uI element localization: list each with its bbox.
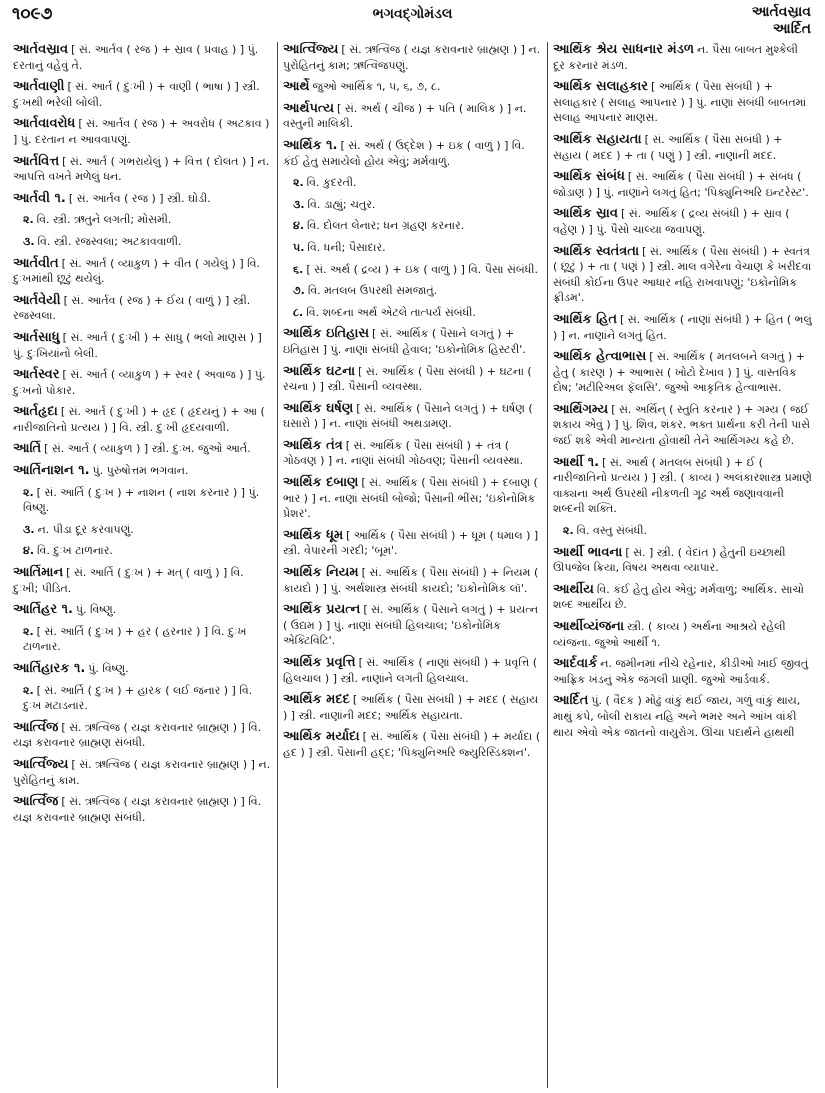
headword: આર્થિક મર્યાદા (283, 729, 360, 745)
dictionary-subsense (13, 683, 272, 714)
headword: આર્તવસ્રાવ (13, 42, 69, 57)
definition: વિ. ધની; પૈસાદાર. (307, 240, 386, 254)
definition: વિ. દોલત લેનાર; ધન ગ્રહણ કરનાર. (307, 219, 465, 233)
headword: આર્થીય (553, 581, 594, 597)
headword: આર્થિક પ્રવૃત્તિ (283, 655, 356, 670)
definition: [ સં. ઋત્વિજ ( યજ્ઞ કરાવનાર બ્રાહ્મણ ) ] વિ. યજ્ઞ કરાવનાર બ્રાહ્મણ સંબંધી. (13, 720, 262, 750)
dictionary-entry (13, 661, 272, 677)
definition: [ સં. આર્થિક ( પૈસા સંબંધી ) + સહાય ( મદદ ) + તા ( પણું ) ] સ્ત્રી. નાણાંની મદદ. (553, 132, 783, 162)
headword: આર્થિક દબાણ (283, 475, 359, 491)
dictionary-entry (553, 582, 812, 613)
dictionary-entry (553, 132, 812, 163)
definition: [ સં. આર્તિ ( દુઃખ ) + હર ( હરનાર ) ] વિ. દુઃખ ટાળનાર. (23, 624, 247, 654)
definition: [ સં. આર્થિક ( પૈસા સંબંધી ) + સંબંધ ( જોડાણ ) ] પું. નાણાંને લગતું હિત; 'પિક્યુનિઅરિ ઇન્ટરેસ્ટ'. (553, 170, 809, 199)
dictionary-entry (13, 463, 272, 479)
definition: [ સં. આર્થિક ( પૈસા સંબંધી ) + દબાણ ( ભાર ) ] ન. નાણાં સંબંધી બોજો; પૈસાની ભીંસ; 'ઇકોનોમિક પ્રેશર'. (283, 476, 538, 521)
headword: ૨. (23, 213, 34, 227)
dictionary-entry (13, 794, 272, 825)
headword: આર્તિહારક ૧. (13, 661, 86, 676)
dictionary-entry (13, 330, 272, 361)
dictionary-entry (13, 757, 272, 788)
headword: આર્થપત્ય (283, 100, 335, 116)
dictionary-subsense (13, 522, 272, 538)
headword: ૨. (23, 485, 34, 499)
headword: ૭. (293, 284, 305, 298)
dictionary-entry (283, 475, 542, 522)
headword: આર્તવાણી (13, 79, 65, 95)
definition: વિ. કુદરતી. (306, 176, 357, 190)
definition: વિ. ડાહ્યું; ચતુર. (307, 197, 376, 211)
dictionary-entry (553, 619, 812, 650)
dictionary-entry (553, 79, 812, 126)
definition: [ સં. આર્થિક ( નાણાં સંબંધી ) + પ્રવૃત્તિ ( હિલચાલ ) ] સ્ત્રી. નાણાંને લગતી હિલચાલ. (283, 656, 538, 685)
dictionary-entry (13, 602, 272, 618)
definition: પું. વિષ્ણુ. (88, 662, 129, 675)
definition: વિ. કંઈ હેતુ હોય એવું; મર્મવાળું; આર્થિક. સાચો શબ્દ આર્થીય છે. (553, 582, 805, 612)
headword: ૩. (293, 197, 305, 211)
headword: આર્થિગમ્ય (553, 401, 609, 417)
definition: [ સં. આર્ત ( વ્યાકુળ ) + વીત ( ગયેલું ) ] વિ. દુઃખમાંથી છૂટું થયેલું. (13, 256, 260, 286)
headword: આર્થિક ઘટના (283, 363, 356, 379)
headword: આર્તવેયી (13, 292, 61, 308)
headword: આર્થિક ધૂમ (283, 527, 344, 543)
guide-word-first: આર્તવસ્રાવ (751, 4, 811, 20)
definition: [ સં. આર્તવ ( રજ ) + ઈય ( વાળું ) ] સ્ત્રી. રજસ્વલા. (13, 293, 251, 323)
dictionary-subsense (283, 218, 542, 234)
dictionary-entry (13, 367, 272, 398)
definition: [ સં. અર્થ ( ઉદ્દેશ ) + ઇક ( વાળું ) ] વિ. કંઈ હેતુ સમાયેલો હોય એવું; મર્મવાળું. (283, 138, 525, 168)
definition: વિ. સ્ત્રી. ઋતુને લગતી; મોસમી. (36, 213, 172, 227)
headword: આર્થીવ્યંજના (553, 619, 625, 634)
definition: [ સં. અર્થિન્ ( સ્તુતિ કરનાર ) + ગમ્ય ( જઈ શકાય એવું ) ] પું. શિવ, શંકર. ભક્ત પ્રાર્થના કરી તેની પાસે જઈ શકે એવી માન્યતા હોવાથી તેને આર્થિગમ્ય કહે છે. (553, 402, 810, 448)
headword: આર્દિત (553, 693, 589, 709)
dictionary-subsense (283, 305, 542, 321)
definition: [ સં. આર્થિક ( નાણાં સંબંધી ) + હિત ( ભલું ) ] ન. નાણાંને લગતું હિત. (553, 312, 812, 342)
dictionary-entry (13, 191, 272, 207)
dictionary-entry (283, 401, 542, 432)
dictionary-entry (13, 256, 272, 287)
dictionary-entry (553, 545, 812, 576)
headword: આર્થિક સહાયતા (553, 131, 642, 147)
dictionary-entry (283, 138, 542, 169)
dictionary-entry (283, 729, 542, 760)
definition: પું. પુરુષોત્તમ ભગવાન. (92, 464, 189, 478)
headword: ૪. (23, 544, 34, 558)
headword: આર્થિક હિત (553, 311, 617, 327)
dictionary-entry (553, 402, 812, 449)
dictionary-entry (283, 364, 542, 395)
dictionary-entry (13, 565, 272, 596)
dictionary-entry (13, 154, 272, 185)
definition: [ સં. આર્થિક ( દ્રવ્ય સંબંધી ) + સ્રાવ ( વહેણ ) ] પું. પૈસો ચાલ્યા જવાપણું. (553, 207, 790, 236)
dictionary-entry (13, 79, 272, 110)
definition: [ સં. આર્થિક ( પૈસા સંબંધી ) + સ્વતંત્ર ( છૂટું ) + તા ( પણં ) ] સ્ત્રી. માલ વગેરેના વેચાણ કે ખરીદવા સંબંધી કોઈના ઉપર આધાર નહિ રાખવાપણું; 'ઇકોનોમિક ફ્રીડમ'. (553, 244, 812, 305)
definition: [ સં. આર્ત ( દુઃખી ) + વાણી ( ભાષા ) ] સ્ત્રી. દુઃખથી ભરેલી બોલી. (13, 80, 260, 109)
definition: [ આર્થિક ( પૈસા સંબંધી ) + મદદ ( સહાય ) ] સ્ત્રી. નાણાંની મદદ; આર્થિક સહાયતા. (283, 693, 539, 722)
headword: આર્તવીત (13, 255, 59, 271)
dictionary-subsense (13, 543, 272, 559)
dictionary-entry (553, 693, 812, 740)
definition: ન. પીડા દૂર કરવાપણું. (37, 522, 134, 536)
headword: આર્થિક મદદ (283, 692, 350, 708)
dictionary-entry (283, 326, 542, 357)
dictionary-subsense (283, 283, 542, 299)
headword: ૩. (23, 234, 35, 248)
headword: આર્તિહર ૧. (13, 602, 73, 618)
headword: આર્થિક શ્રેય સાધનાર મંડળ (553, 42, 695, 57)
dictionary-entry (283, 42, 542, 73)
dictionary-subsense (13, 212, 272, 228)
dictionary-entry (553, 312, 812, 343)
definition: વિ. શબ્દના અર્થ એટલે તાત્પર્ય સંબંધી. (306, 305, 476, 319)
dictionary-entry (283, 692, 542, 723)
dictionary-entry (553, 42, 812, 73)
definition: વિ. સ્ત્રી. રજસ્વલા; અટકાવવાળી. (37, 234, 182, 248)
headword: આર્થિક તંત્ર (283, 437, 343, 453)
dictionary-subsense (283, 197, 542, 213)
headword: ૪. (293, 219, 304, 233)
definition: [ આર્થિક ( પૈસા સંબંધી ) + ધૂમ ( ધમાલ ) ] સ્ત્રી. વેપારની ગરદી; 'બૂમ'. (283, 528, 539, 558)
headword: આર્થિક સલાહકાર (553, 79, 649, 95)
definition: [ સં. આર્થિક ( પૈસાને લગતું ) + ઘર્ષણ ( ઘસારો ) ] ન. નાણાં સંબંધી અથડામણ. (283, 401, 533, 431)
headword: આર્થી ૧. (553, 454, 600, 470)
definition: [ આર્થિક ( પૈસા સંબંધી ) + સલાહકાર ( સલાહ આપનાર ) ] પું. નાણાં સંબંધી બાબતમાં સલાહ આપનાર માણસ. (553, 80, 807, 125)
guide-word-last: આર્દિત (772, 21, 811, 37)
headword: આર્ત્વિજ (13, 719, 59, 735)
definition: ન. જમીનમાં નીચે રહેનાર, કીડીઓ ખાઈ જીવતું આફ્રિક ખંડનું એક જંગલી પ્રાણી. જુઓ આર્ડવાર્ક. (553, 657, 809, 686)
dictionary-entry (283, 101, 542, 132)
page-title: ભગવદ્ગોમંડલ (372, 6, 453, 22)
definition: વિ. વસ્તુ સંબંધી. (576, 524, 648, 538)
dictionary-entry (13, 404, 272, 435)
definition: વિ. મતલબ ઉપરથી સમજાતું. (307, 284, 438, 298)
definition: [ સં. આર્થિક ( પૈસા સંબંધી ) + ઘટના ( રચના ) ] સ્ત્રી. પૈસાની વ્યવસ્થા. (283, 364, 532, 394)
definition: [ સં. આર્ત ( દુઃખી ) + હૃદ ( હૃદયનું ) + આ ( નારીજાતિનો પ્રત્યય ) ] વિ. સ્ત્રી. દુઃખી હૃદયવાળી. (13, 405, 265, 434)
definition: [ સં. આર્થિક ( પૈસા સંબંધી ) + મર્યાદા ( હદ ) ] સ્ત્રી. પૈસાની હદ્દ; 'પિક્યુનિઅરિ જ્યુરિસ્ડિક્શન'. (283, 730, 541, 759)
headword: આર્થિક હેત્વાભાસ (553, 349, 647, 365)
dictionary-subsense (553, 523, 812, 539)
headword: આર્તિનાશન ૧. (13, 463, 90, 479)
headword: ૨. (23, 683, 34, 697)
definition: [ સં. આર્તિ ( દુઃખ ) + નાશન ( નાશ કરનાર ) ] પું. વિષ્ણુ. (23, 485, 260, 515)
definition: [ સં. આર્તવ ( રજ ) + અવરોધ ( અટકાવ ) ] પું. દરતાન ન આવવાપણું. (13, 117, 270, 146)
headword: આર્તવાવરોધ (13, 116, 76, 132)
dictionary-subsense (283, 240, 542, 256)
definition: [ સં. આર્થિક ( પૈસા સંબંધી ) + નિયમ ( કાયદો ) ] પું. અર્થશાસ્ત્ર સંબંધી કાયદો; 'ઇકોનોમિક લૉ'. (283, 566, 539, 595)
headword: આર્તવી ૧. (13, 190, 66, 206)
headword: આર્થિક ઇતિહાસ (283, 326, 370, 342)
dictionary-entry (553, 206, 812, 237)
dictionary-entry (553, 656, 812, 687)
definition: ન. પૈસા બાબત મુશ્કેલી દૂર કરનાર મંડળ. (553, 43, 798, 72)
headword: ૮. (293, 305, 304, 319)
headword: ૨. (563, 524, 574, 538)
definition: [ સં. આર્થિક ( પૈસા સંબંધી ) + તંત્ર ( ગોઠવણ ) ] ન. નાણાં સંબંધી ગોઠવણ; પૈસાની વ્યવસ્થા. (283, 438, 524, 468)
dictionary-entry (283, 602, 542, 649)
headword: ૨. (293, 176, 304, 190)
definition: [ સં. આર્ત ( વ્યાકુળ ) + સ્વર ( અવાજ ) ] પું. દુઃખનો પોકાર. (13, 368, 266, 397)
definition: [ સં. આર્ત ( દુઃખી ) + સાધુ ( ભલો માણસ ) ] પું. દુઃખિયાંનો બેલી. (13, 330, 262, 360)
dictionary-subsense (13, 234, 272, 250)
headword: આર્તસ્વર (13, 367, 60, 383)
definition: [ સં. આર્તવ ( રજ ) + સ્રાવ ( પ્રવાહ ) ] પું. દરતાનું વહેવું તે. (13, 43, 259, 72)
dictionary-entry (283, 438, 542, 469)
definition: [ સં. આર્તવ ( રજ ) ] સ્ત્રી. ઘોડી. (68, 191, 211, 205)
headword: ૩. (23, 522, 35, 536)
column-3 (547, 42, 817, 1088)
definition: [ સં. આર્થ ( મતલબ સંબંધી ) + ઈ ( નારીજાતિનો પ્રત્યય ) ] સ્ત્રી. ( કાવ્ય ) અલંકારશાસ્ત્ર પ્રમાણે વાક્યના અર્થ ઉપરથી નીકળતી ગૂઢ અર્થ જણાવવાની શબ્દની શક્તિ. (553, 455, 812, 516)
dictionary-entry (553, 349, 812, 396)
headword: આર્થિક સ્રાવ (553, 206, 618, 222)
headword: ૬. (293, 262, 304, 276)
page-header (0, 0, 825, 46)
headword: આર્થે (283, 79, 310, 95)
dictionary-entry (13, 116, 272, 147)
dictionary-subsense (13, 624, 272, 655)
definition: [ સં. અર્થ ( ચીજ ) + પતિ ( માલિક ) ] ન. વસ્તુની માલિકી. (283, 101, 527, 131)
headword: ૨. (23, 624, 34, 638)
headword: આર્તવિત્ત (13, 153, 60, 169)
headword: આર્થિક ૧. (283, 137, 338, 153)
dictionary-columns (8, 42, 817, 1088)
headword: આર્તહૃદા (13, 404, 58, 420)
dictionary-entry (283, 528, 542, 559)
headword: આર્થી ભાવના (553, 544, 623, 560)
dictionary-subsense (283, 262, 542, 278)
headword: આર્તિમાન (13, 565, 64, 581)
dictionary-entry (283, 655, 542, 686)
guide-words (752, 4, 811, 38)
headword: આર્ત્વિજ (13, 794, 59, 810)
column-2 (277, 42, 547, 1088)
headword: આર્દવાર્ક (553, 656, 598, 672)
headword: આર્થિક પ્રયત્ન (283, 602, 361, 618)
headword: આર્થિક સંબંધ (553, 169, 625, 185)
headword: આર્ત્વિજ્ય (283, 42, 339, 57)
dictionary-entry (553, 169, 812, 200)
definition: [ સં. આર્તિ ( દુઃખ ) + હારક ( લઈ જનાર ) ] વિ. દુઃખ મટાડનાર. (23, 683, 253, 713)
dictionary-entry (283, 565, 542, 596)
dictionary-subsense (13, 485, 272, 516)
definition: [ સં. ઋત્વિજ ( યજ્ઞ કરાવનાર બ્રાહ્મણ ) ] ન. પુરોહિતનું કામ. (13, 757, 271, 787)
definition: [ સં. આર્ત ( ગભરાયેલું ) + વિત્ત ( દોલત ) ] ન. આપત્તિ વખતે મળેલું ધન. (13, 154, 270, 184)
definition: [ સં. આર્થિક ( પૈસાને લગતું ) + પ્રયત્ન ( ઉદ્યમ ) ] પું. નાણાં સંબંધી હિલચાલ; 'ઇકોનોમિક એક્ટિવિટિ'. (283, 603, 539, 648)
headword: આર્થિક સ્વતંત્રતા (553, 243, 640, 259)
definition: સ્ત્રી. ( કાવ્ય ) અર્થના આશ્રયે રહેલી વ્યંજના. જુઓ આર્થી ૧. (553, 620, 786, 649)
dictionary-subsense (283, 175, 542, 191)
headword: આર્ત્વિજ્ય (13, 756, 69, 772)
definition: પું. વિષ્ણુ. (75, 603, 117, 617)
definition: [ સં. આર્થિક ( પૈસાને લગતું ) + ઇતિહાસ ] પું. નાણાં સંબંધી હેવાલ; 'ઇકોનોમિક હિસ્ટરી'. (283, 327, 526, 356)
page-number: ૧૦૯૭ (12, 4, 53, 24)
dictionary-entry (13, 441, 272, 457)
definition: [ સં. અર્થ ( દ્રવ્ય ) + ઇક ( વાળું ) ] વિ. પૈસા સંબંધી. (306, 262, 538, 276)
headword: આર્થિક નિયમ (283, 565, 359, 581)
definition: [ સં. ] સ્ત્રી. ( વેદાંત ) હેતુની ઇચ્છાથી ઊપજેલ ક્રિયા, વિષય અથવા વ્યાપાર. (553, 545, 786, 575)
definition: પું. ( વૈદક ) મોઢું વાંકું થઈ જાય, ગળું વાંકું થાય, માથું કંપે, બોલી રાકાય નહિ અને ભમર અને આંખ વાંકી થાય એવો એક જાતનો વાયુરોગ. ઊંચા પદાર્થને હાથથી (553, 694, 801, 739)
definition: [ સં. ઋત્વિજ ( યજ્ઞ કરાવનાર બ્રાહ્મણ ) ] વિ. યજ્ઞ કરાવનાર બ્રાહ્મણ સંબંધી. (13, 795, 262, 824)
definition: વિ. દુઃખ ટાળનાર. (37, 544, 113, 558)
dictionary-entry (13, 720, 272, 751)
dictionary-entry (13, 42, 272, 73)
headword: આર્થિક ઘર્ષણ (283, 400, 354, 416)
definition: [ સં. ઋત્વિજ ( યજ્ઞ કરાવનાર બ્રાહ્મણ ) ] ન. પુરોહિતનું કામ; ઋત્વિજપણું. (283, 43, 541, 72)
definition: [ સં. આર્તિ ( દુઃખ ) + મત્ ( વાળું ) ] વિ. દુઃખી; પીડિત. (13, 566, 244, 595)
dictionary-entry (553, 455, 812, 517)
dictionary-entry (13, 293, 272, 324)
column-1 (8, 42, 277, 1088)
headword: ૫. (293, 240, 305, 254)
definition: [ સં. આર્ત ( વ્યાકુળ ) ] સ્ત્રી. દુઃખ. જુઓ આર્ત. (44, 442, 251, 456)
definition: [ સં. આર્થિક ( મતલબને લગતું ) + હેતુ ( કારણ ) + આભાસ ( ખોટો દેખાવ ) ] પું. વાસ્તવિક દોષ; 'મટીરિઅલ ફૅલસિ'. જુઓ આકૃતિક હેત્વાભાસ. (553, 350, 805, 395)
headword: આર્તિ (13, 441, 42, 457)
headword: આર્તસાધુ (13, 329, 60, 345)
dictionary-entry (553, 244, 812, 306)
definition: જુઓ આર્થિક ૧, ૫, ૬, ૭, ૮. (312, 80, 441, 94)
dictionary-entry (283, 79, 542, 95)
